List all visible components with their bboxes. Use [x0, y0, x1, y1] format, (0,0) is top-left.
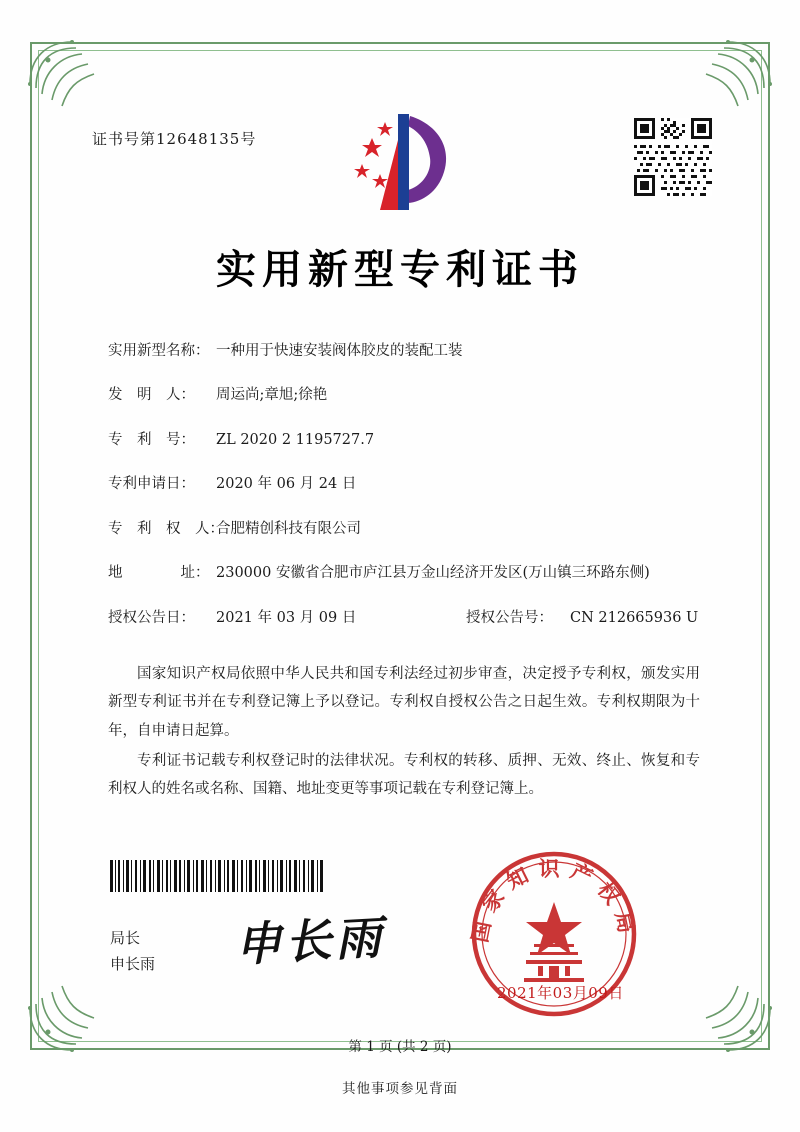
field-value: ZL 2020 2 1195727.7 — [216, 431, 375, 448]
fields-block — [108, 340, 708, 651]
svg-text:国家知识产权局: 国家知识产权局 — [468, 855, 640, 945]
grant-row — [108, 607, 708, 629]
signature-block — [110, 925, 155, 978]
grant-number-value: CN 212665936 U — [570, 609, 699, 626]
field-value: 2020 年 06 月 24 日 — [216, 476, 357, 493]
field-label: 专 利 号： — [108, 431, 195, 448]
cnipa-logo-icon — [352, 110, 462, 215]
grant-date-label: 授权公告日： — [108, 609, 195, 626]
field-row — [108, 473, 708, 495]
signature-name: 申长雨 — [110, 955, 156, 974]
page-number: 第 1 页 (共 2 页) — [348, 1039, 452, 1055]
certificate-number: 证书号第12648135号 — [92, 130, 257, 148]
field-row — [108, 429, 708, 451]
grant-date-value: 2021 年 03 月 09 日 — [216, 609, 357, 626]
field-label: 地 址： — [108, 565, 210, 582]
field-value: 合肥精创科技有限公司 — [216, 520, 361, 537]
field-value: 周运尚;章旭;徐艳 — [216, 387, 328, 404]
field-label: 实用新型名称： — [108, 343, 210, 359]
field-label: 专 利 权 人： — [108, 520, 224, 537]
field-row — [108, 340, 708, 362]
legal-paragraph: 国家知识产权局依照中华人民共和国专利法经过初步审查，决定授予专利权，颁发实用新型专利证书并在专利登记簿上予以登记。专利权自授权公告之日起生效。专利权期限为十年，自申请日起算。 — [108, 666, 700, 739]
field-row — [108, 562, 708, 584]
qr-code-icon — [634, 118, 712, 196]
grant-number-label: 授权公告号： — [466, 609, 553, 626]
field-label: 专利申请日： — [108, 476, 195, 493]
footer-note: 其他事项参见背面 — [342, 1081, 458, 1097]
field-row — [108, 518, 708, 540]
handwritten-signature: 申长雨 — [233, 910, 387, 972]
legal-text-block — [108, 660, 700, 805]
field-value: 一种用于快速安装阀体胶皮的装配工装 — [216, 343, 463, 359]
barcode-icon — [110, 860, 325, 892]
seal-date: 2021年03月09日 — [497, 984, 624, 1002]
field-value: 230000 安徽省合肥市庐江县万金山经济开发区(万山镇三环路东侧) — [216, 565, 650, 582]
signature-role: 局长 — [110, 929, 141, 947]
field-row — [108, 384, 708, 406]
field-label: 发 明 人： — [108, 387, 195, 404]
page-title: 实用新型专利证书 — [216, 246, 584, 293]
legal-paragraph: 专利证书记载专利权登记时的法律状况。专利权的转移、质押、无效、终止、恢复和专利权人的姓名或名称、国籍、地址变更等事项记载在专利登记簿上。 — [108, 752, 700, 798]
